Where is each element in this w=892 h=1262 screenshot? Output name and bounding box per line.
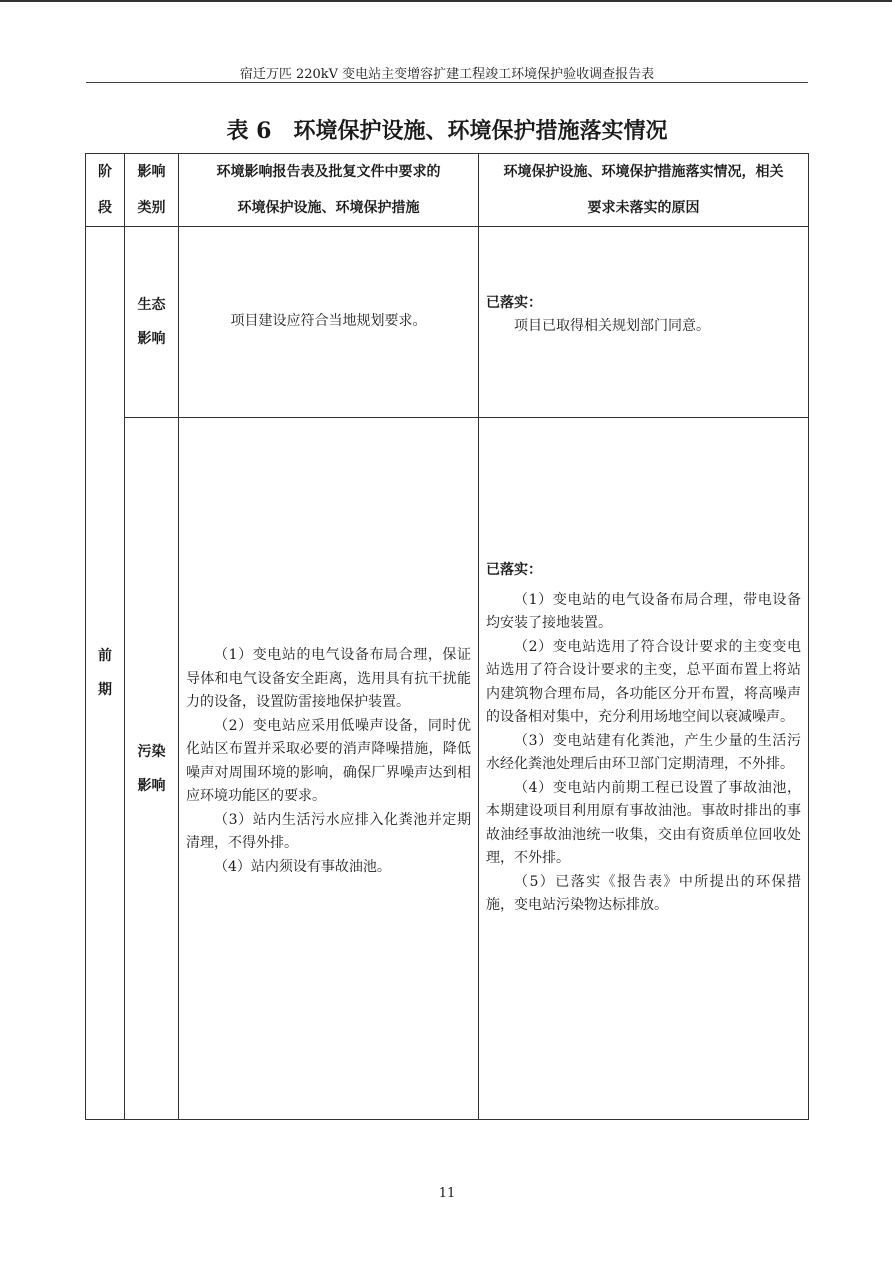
category-pollution: 污染 影响 [125,418,179,1120]
requirement-ecology: 项目建设应符合当地规划要求。 [179,227,479,418]
page-number: 11 [438,1186,456,1201]
header-impact-type: 影响 类别 [125,154,179,227]
header-rule [86,82,808,83]
category-ecology: 生态 影响 [125,227,179,418]
table-row-pollution [86,418,809,1120]
running-header: 宿迁万匹 220kV 变电站主变增容扩建工程竣工环境保护验收调查报告表 [239,67,655,82]
measures-table [85,153,809,1120]
top-border-rule [0,0,892,2]
implementation-pollution: 已落实： （1）变电站的电气设备布局合理，带电设备均安装了接地装置。 （2）变电站选用了符合设计要求的主变变电站选用了符合设计要求的主变，总平面布置上将站内建筑物合理布局，各功能区分开布置，将高噪声的设备相对集中，充分利用场地空间以衰减噪声。 （3）变电站建有化粪池，产生少量的生活污水经化粪池处理后由环卫部门定期清理，不外排。 （4）变电站内前期工程已设置了事故油池，本期建设项目利用原有事故油池。事故时排出的事故油经事故油池统一收集，交由有资质单位回收处理，不外排。 （5）已落实《报告表》中所提出的环保措施，变电站污染物达标排放。 [479,418,809,1120]
stage-cell: 前 期 [86,227,125,1120]
requirement-pollution: （1）变电站的电气设备布局合理，保证导体和电气设备安全距离，选用具有抗干扰能力的设备，设置防雷接地保护装置。 （2）变电站应采用低噪声设备，同时优化站区布置并采取必要的消声降噪措施，降低噪声对周围环境的影响，确保厂界噪声达到相应环境功能区的要求。 （3）站内生活污水应排入化粪池并定期清理，不得外排。 （4）站内须设有事故油池。 [179,418,479,1120]
table-header-row [86,154,809,227]
header-stage: 阶 段 [86,154,125,227]
table-title: 表 6 环境保护设施、环境保护措施落实情况 [226,118,668,144]
implementation-ecology: 已落实： 项目已取得相关规划部门同意。 [479,227,809,418]
header-implementation: 环境保护设施、环境保护措施落实情况，相关 要求未落实的原因 [479,154,809,227]
table-row-ecology [86,227,809,418]
header-requirements: 环境影响报告表及批复文件中要求的 环境保护设施、环境保护措施 [179,154,479,227]
